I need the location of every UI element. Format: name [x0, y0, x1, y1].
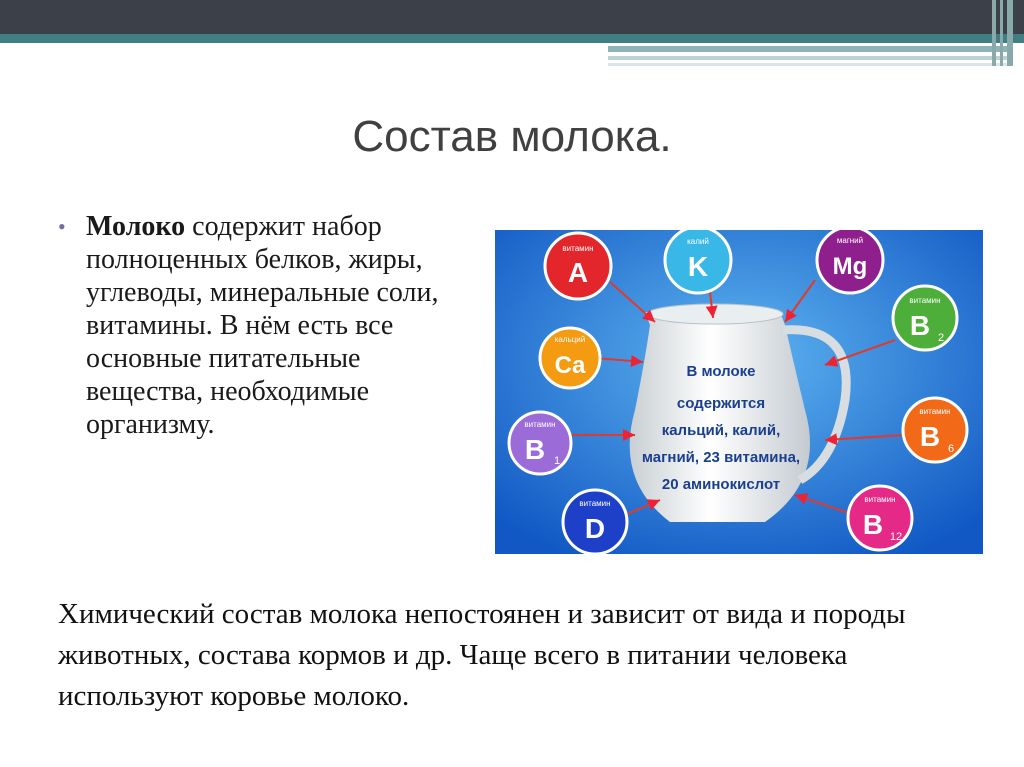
svg-text:магний: магний [836, 236, 864, 245]
svg-text:витамин: витамин [909, 296, 941, 305]
bullet-icon: • [58, 214, 66, 239]
badge-vitamin-b1 [509, 412, 571, 474]
decor-bar [1007, 0, 1013, 66]
svg-text:12: 12 [889, 531, 903, 543]
center-line-1: В молоке [686, 363, 756, 380]
badge-calcium [540, 328, 600, 388]
svg-text:1: 1 [553, 455, 561, 467]
svg-text:2: 2 [937, 332, 945, 344]
svg-text:B: B [919, 421, 941, 452]
badge-vitamin-b2 [893, 286, 957, 350]
svg-text:6: 6 [947, 443, 955, 455]
badge-potassium [665, 230, 731, 293]
badge-vitamin-d [563, 490, 627, 554]
top-banner [0, 0, 1024, 34]
svg-text:D: D [584, 513, 606, 544]
svg-text:витамин: витамин [579, 499, 611, 508]
center-line-2: содержится [676, 395, 766, 412]
decor-stripe [608, 46, 1008, 52]
svg-text:витамин: витамин [919, 407, 951, 416]
svg-text:Mg: Mg [832, 253, 868, 280]
bold-word: Молоко [86, 211, 186, 242]
decor-bar [1000, 0, 1003, 66]
svg-text:B: B [524, 434, 546, 465]
milk-infographic [495, 230, 983, 554]
badge-vitamin-b12 [848, 486, 912, 550]
bullet-item [58, 210, 478, 441]
top-stripe [0, 34, 1024, 43]
page-title: Состав молока. [352, 112, 672, 161]
center-line-3: кальций, калий, [661, 422, 781, 439]
svg-text:A: A [567, 257, 589, 288]
bullet-text [86, 210, 478, 441]
body-paragraph: Химический состав молока непостоянен и зависит от вида и породы животных, состава кормов и др. Чаще всего в питании человека используют коровье молоко. [58, 598, 906, 712]
badge-vitamin-a [545, 233, 611, 299]
badge-vitamin-b6 [903, 398, 967, 462]
svg-text:B: B [909, 310, 931, 341]
svg-text:Ca: Ca [554, 352, 586, 379]
svg-text:витамин: витамин [524, 420, 556, 429]
bullet-body: содержит набор полноценных белков, жиры, углеводы, минеральные соли, витамины. В нём есть все основные питательные вещества, необходимые организму. [86, 211, 439, 440]
badge-magnesium [817, 230, 883, 293]
center-line-5: 20 аминокислот [661, 476, 781, 493]
svg-text:калий: калий [687, 237, 709, 246]
svg-text:кальций: кальций [554, 335, 586, 344]
svg-text:B: B [862, 509, 884, 540]
center-line-4: магний, 23 витамина, [641, 449, 801, 466]
svg-text:витамин: витамин [562, 244, 594, 253]
decor-bar [992, 0, 996, 66]
svg-text:витамин: витамин [864, 495, 896, 504]
svg-text:K: K [687, 251, 709, 282]
decor-stripe [608, 63, 1008, 66]
decor-stripe [608, 56, 1008, 60]
